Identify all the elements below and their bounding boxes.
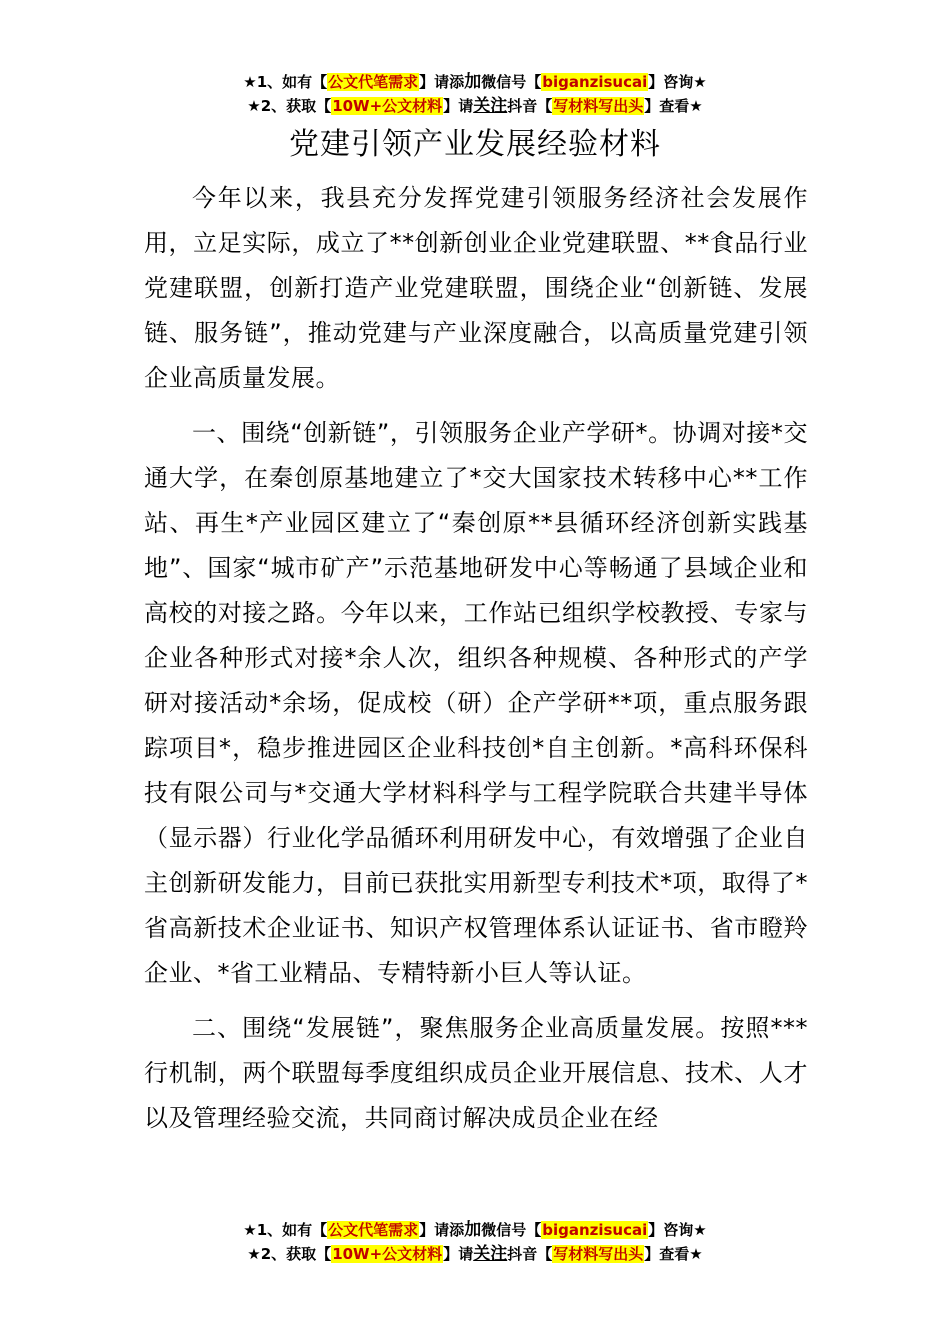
promo-banner-top	[0, 70, 950, 118]
promo-text: ★1、如有【	[243, 1221, 328, 1239]
promo-text: 】咨询★	[648, 73, 707, 91]
promo-text: 抖音【	[507, 1245, 553, 1263]
promo-text: 】咨询★	[648, 1221, 707, 1239]
highlight-text: 10W+公文材料	[332, 1245, 443, 1263]
promo-line-1	[0, 1218, 950, 1242]
document-body	[144, 176, 808, 1141]
promo-banner-bottom	[0, 1218, 950, 1266]
promo-text: 抖音【	[507, 97, 553, 115]
highlight-text: 公文代笔需求	[328, 73, 419, 91]
promo-text: 】请	[443, 1245, 474, 1263]
paragraph-intro: 今年以来，我县充分发挥党建引领服务经济社会发展作用，立足实际，成立了**创新创业企业党建联盟、**食品行业党建联盟，创新打造产业党建联盟，围绕企业“创新链、发展链、服务链”，推动党建与产业深度融合，以高质量党建引领企业高质量发展。	[144, 184, 808, 392]
promo-line-2	[0, 1242, 950, 1266]
promo-text: 微信号【	[481, 73, 542, 91]
promo-text: ★2、获取【	[247, 1245, 332, 1263]
promo-text: 加	[464, 1220, 482, 1240]
highlight-text: 10W+公文材料	[332, 97, 443, 115]
douyin-id: 写材料写出头	[553, 97, 644, 115]
paragraph-innovation-chain: 一、围绕“创新链”，引领服务企业产学研*。协调对接*交通大学，在秦创原基地建立了*交大国家技术转移中心**工作站、再生*产业园区建立了“秦创原**县循环经济创新实践基地”、国家“城市矿产”示范基地研发中心等畅通了县域企业和高校的对接之路。今年以来，工作站已组织学校教授、专家与企业各种形式对接*余人次，组织各种规模、各种形式的产学研对接活动*余场，促成校（研）企产学研**项，重点服务跟踪项目*，稳步推进园区企业科技创*自主创新。*高科环保科技有限公司与*交通大学材料科学与工程学院联合共建半导体（显示器）行业化学品循环利用研发中心，有效增强了企业自主创新研发能力，目前已获批实用新型专利技术*项，取得了*省高新技术企业证书、知识产权管理体系认证证书、省市瞪羚企业、*省工业精品、专精特新小巨人等认证。	[144, 419, 808, 987]
promo-text: ★1、如有【	[243, 73, 328, 91]
paragraph-development-chain: 二、围绕“发展链”，聚焦服务企业高质量发展。按照***行机制，两个联盟每季度组织成员企业开展信息、技术、人才以及管理经验交流，共同商讨解决成员企业在经	[144, 1014, 808, 1132]
promo-text: 】请添	[419, 73, 465, 91]
promo-text: 加	[464, 72, 482, 92]
highlight-text: 公文代笔需求	[328, 1221, 419, 1239]
promo-text: 】请添	[419, 1221, 465, 1239]
douyin-id: 写材料写出头	[553, 1245, 644, 1263]
promo-text: 】请	[443, 97, 474, 115]
promo-line-1	[0, 70, 950, 94]
promo-text: 关注	[473, 1244, 508, 1264]
wechat-id: biganzisucai	[542, 1221, 648, 1239]
promo-text: 关注	[473, 96, 508, 116]
promo-text: 】查看★	[644, 97, 703, 115]
promo-text: 】查看★	[644, 1245, 703, 1263]
document-title: 党建引领产业发展经验材料	[289, 127, 661, 162]
wechat-id: biganzisucai	[542, 73, 648, 91]
promo-text: ★2、获取【	[247, 97, 332, 115]
promo-line-2	[0, 94, 950, 118]
promo-text: 微信号【	[481, 1221, 542, 1239]
